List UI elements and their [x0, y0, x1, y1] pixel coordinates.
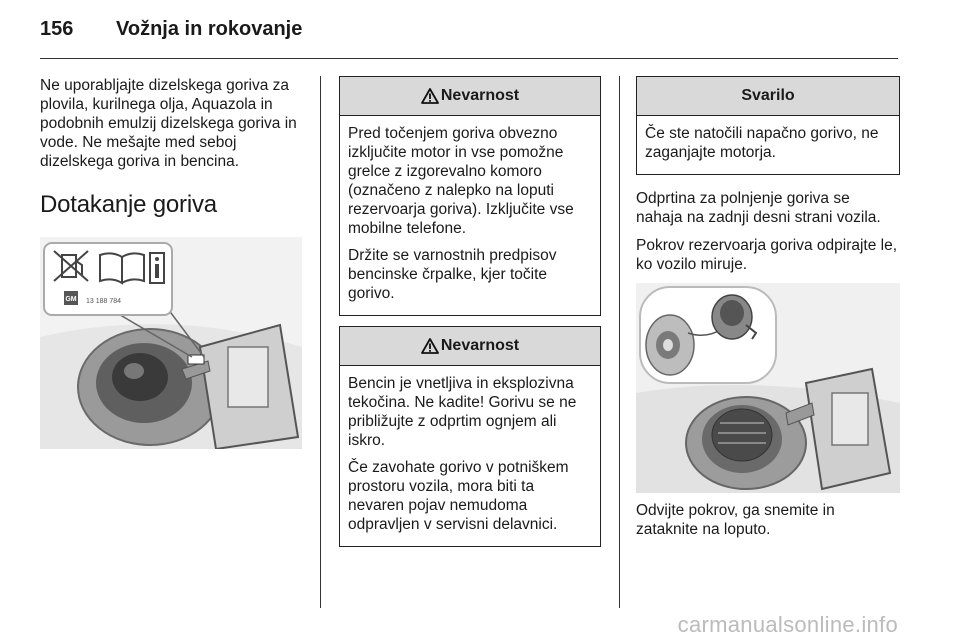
section-title: Dotakanje goriva	[40, 191, 217, 218]
fuel-flap-label-illustration	[40, 237, 302, 449]
warning-triangle-icon	[421, 88, 439, 104]
column-1	[40, 76, 304, 449]
danger-box-1-title: Nevarnost	[440, 87, 520, 104]
page-title: Vožnja in rokovanje	[116, 18, 303, 40]
caution-box	[636, 76, 900, 175]
label-code: 13 188 784	[86, 298, 122, 305]
danger-box-1-paragraph-1: Pred točenjem goriva obvezno izključite motor in vse pomožne grelce z izgorevalno komoro (označeno z nalepko na loputi rezervoarja goriva). Izključite vse mobilne telefone.	[348, 125, 574, 237]
danger-box-2-body	[340, 366, 600, 546]
watermark: carmanualsonline.info	[677, 612, 898, 637]
intro-paragraph: Ne uporabljajte dizelskega goriva za plovila, kurilnega olja, Aquazola in podobnih emulzij dizelskega goriva in vode. Ne mešajte med seboj dizelskega goriva in bencina.	[40, 77, 297, 170]
gm-logo-text: GM	[65, 296, 77, 303]
fuel-cap-illustration	[636, 283, 900, 493]
danger-box-1	[339, 76, 601, 316]
danger-box-1-paragraph-2: Držite se varnostnih predpisov bencinske črpalke, kjer točite gorivo.	[348, 247, 557, 302]
danger-box-2-title: Nevarnost	[440, 337, 520, 354]
danger-box-2	[339, 326, 601, 547]
caution-box-title: Svarilo	[741, 87, 795, 104]
page-number: 156	[40, 18, 74, 40]
danger-box-2-header	[340, 327, 600, 366]
caution-box-body	[637, 116, 899, 174]
danger-box-2-paragraph-1: Bencin je vnetljiva in eksplozivna tekočina. Ne kadite! Gorivu se ne približujte z odprtim ognjem ali iskro.	[348, 375, 577, 449]
filler-location-paragraph: Odprtina za polnjenje goriva se nahaja na zadnji desni strani vozila.	[636, 190, 881, 226]
column-divider-2	[619, 76, 620, 608]
column-2	[339, 76, 601, 557]
flap-open-paragraph: Pokrov rezervoarja goriva odpirajte le, ko vozilo miruje.	[636, 237, 898, 273]
page-header	[40, 18, 302, 41]
caution-box-paragraph: Če ste natočili napačno gorivo, ne zaganjajte motorja.	[645, 125, 879, 161]
remove-cap-paragraph: Odvijte pokrov, ga snemite in zataknite na loputo.	[636, 502, 835, 538]
danger-box-1-body	[340, 116, 600, 315]
caution-box-header	[637, 77, 899, 116]
header-divider	[40, 58, 898, 59]
danger-box-2-paragraph-2: Če zavohate gorivo v potniškem prostoru vozila, mora biti ta nevaren pojav nemudoma odpravljen v servisni delavnici.	[348, 459, 569, 533]
danger-box-1-header	[340, 77, 600, 116]
warning-triangle-icon	[421, 338, 439, 354]
column-3	[636, 76, 900, 548]
column-divider-1	[320, 76, 321, 608]
